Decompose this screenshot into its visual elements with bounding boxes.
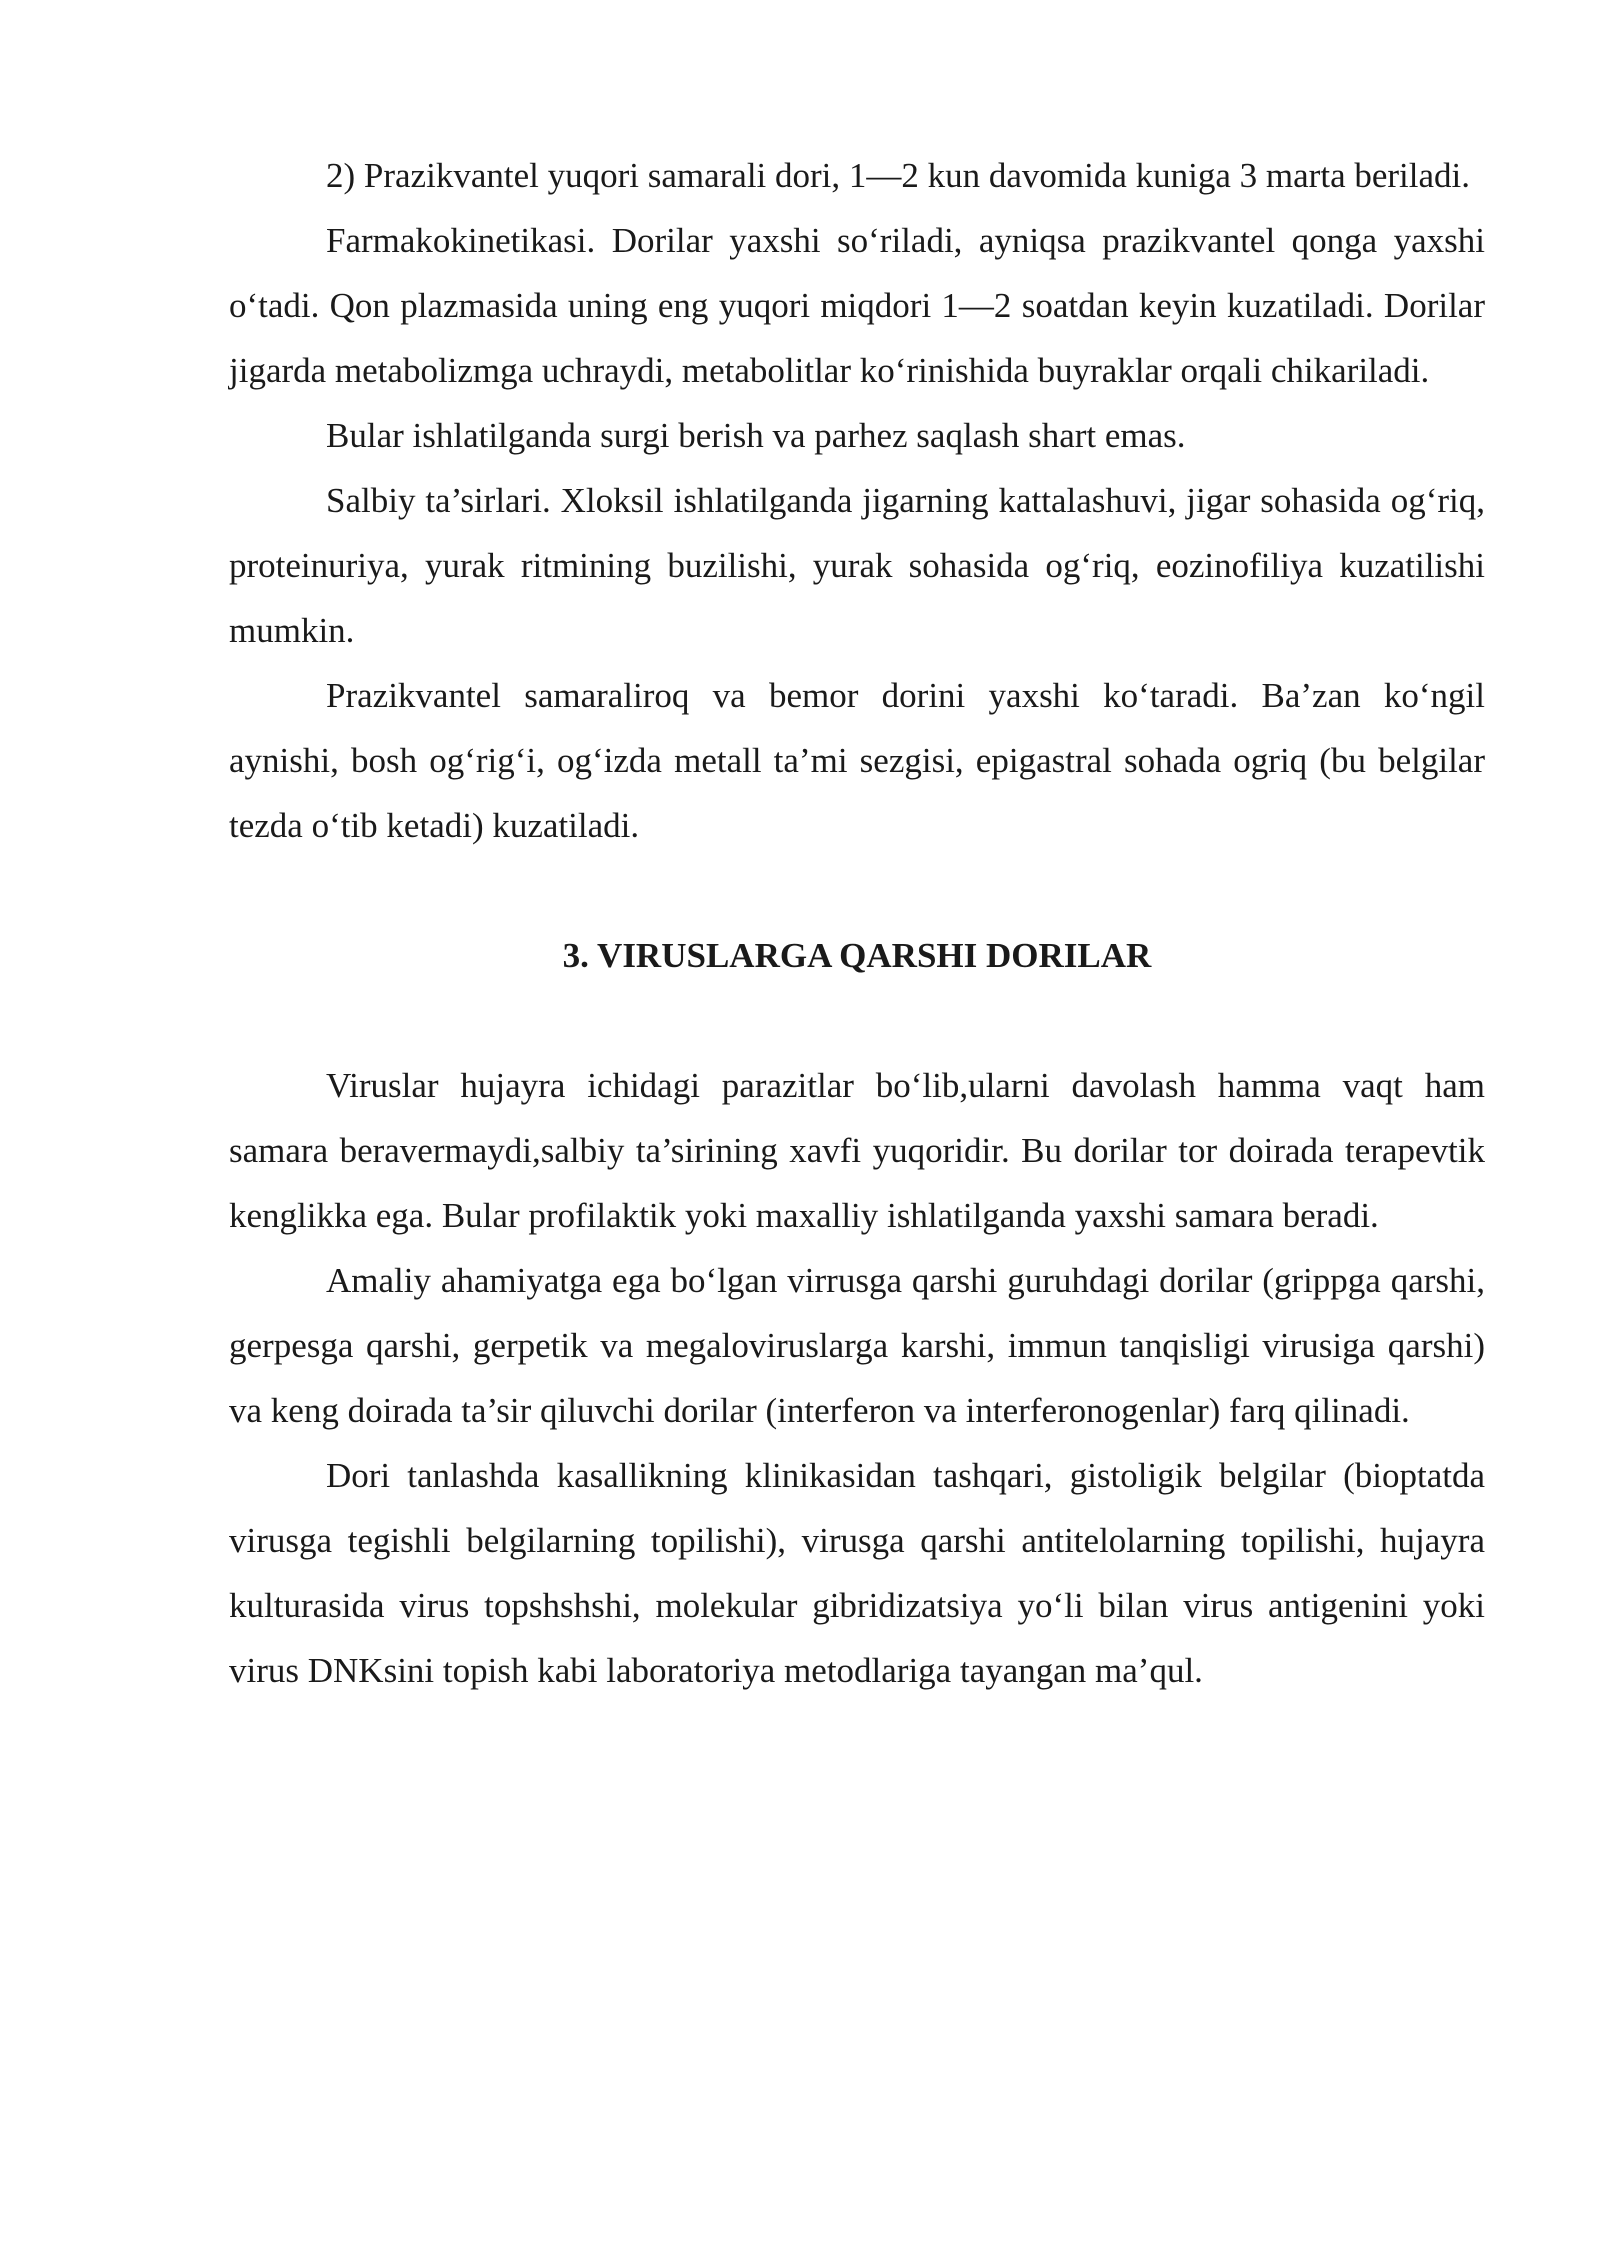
paragraph-side-effects: Salbiy ta’sirlari. Xloksil ishlatilganda jigarning kattalashuvi, jigar sohasida og‘riq, proteinuriya, yurak ritmining buzilishi, yurak sohasida og‘riq, eozinofiliya kuzatilishi mumkin. <box>229 481 1485 650</box>
paragraph-antiviral-groups: Amaliy ahamiyatga ega bo‘lgan virrusga qarshi guruhdagi dorilar (grippga qarshi, gerpesga qarshi, gerpetik va megaloviruslarga karshi, immun tanqisligi virusiga qarshi) va keng doirada ta’sir qiluvchi dorilar (interferon va interferonogenlar) farq qilinadi. <box>229 1261 1485 1430</box>
page-content <box>229 143 1485 1703</box>
section-heading: 3. VIRUSLARGA QARSHI DORILAR <box>562 936 1152 975</box>
paragraph-pharmacokinetics: Farmakokinetikasi. Dorilar yaxshi so‘riladi, ayniqsa prazikvantel qonga yaxshi o‘tadi. Qon plazmasida uning eng yuqori miqdori 1—2 soatdan keyin kuzatiladi. Dorilar jigarda metabolizmga uchraydi, metabolitlar ko‘rinishida buyraklar orqali chikariladi. <box>229 221 1485 390</box>
spacer <box>229 858 1485 923</box>
paragraph-no-laxative: Bular ishlatilganda surgi berish va parhez saqlash shart emas. <box>326 416 1186 455</box>
paragraph-prazikvantel-tolerance: Prazikvantel samaraliroq va bemor dorini yaxshi ko‘taradi. Ba’zan ko‘ngil aynishi, bosh og‘rig‘i, og‘izda metall ta’mi sezgisi, epigastral sohada ogriq (bu belgilar tezda o‘tib ketadi) kuzatiladi. <box>229 676 1485 845</box>
paragraph-prazikvantel-dosage: 2) Prazikvantel yuqori samarali dori, 1—2 kun davomida kuniga 3 marta beriladi. <box>326 156 1470 195</box>
paragraph-drug-selection: Dori tanlashda kasallikning klinikasidan tashqari, gistoligik belgilar (bioptatda virusga tegishli belgilarning topilishi), virusga qarshi antitelolarning topilishi, hujayra kulturasida virus topshshshi, molekular gibridizatsiya yo‘li bilan virus antigenini yoki virus DNKsini topish kabi laboratoriya metodlariga tayangan ma’qul. <box>229 1456 1485 1690</box>
spacer <box>229 988 1485 1053</box>
paragraph-viruses-intro: Viruslar hujayra ichidagi parazitlar bo‘lib,ularni davolash hamma vaqt ham samara beravermaydi,salbiy ta’sirining xavfi yuqoridir. Bu dorilar tor doirada terapevtik kenglikka ega. Bular profilaktik yoki maxalliy ishlatilganda yaxshi samara beradi. <box>229 1066 1485 1235</box>
